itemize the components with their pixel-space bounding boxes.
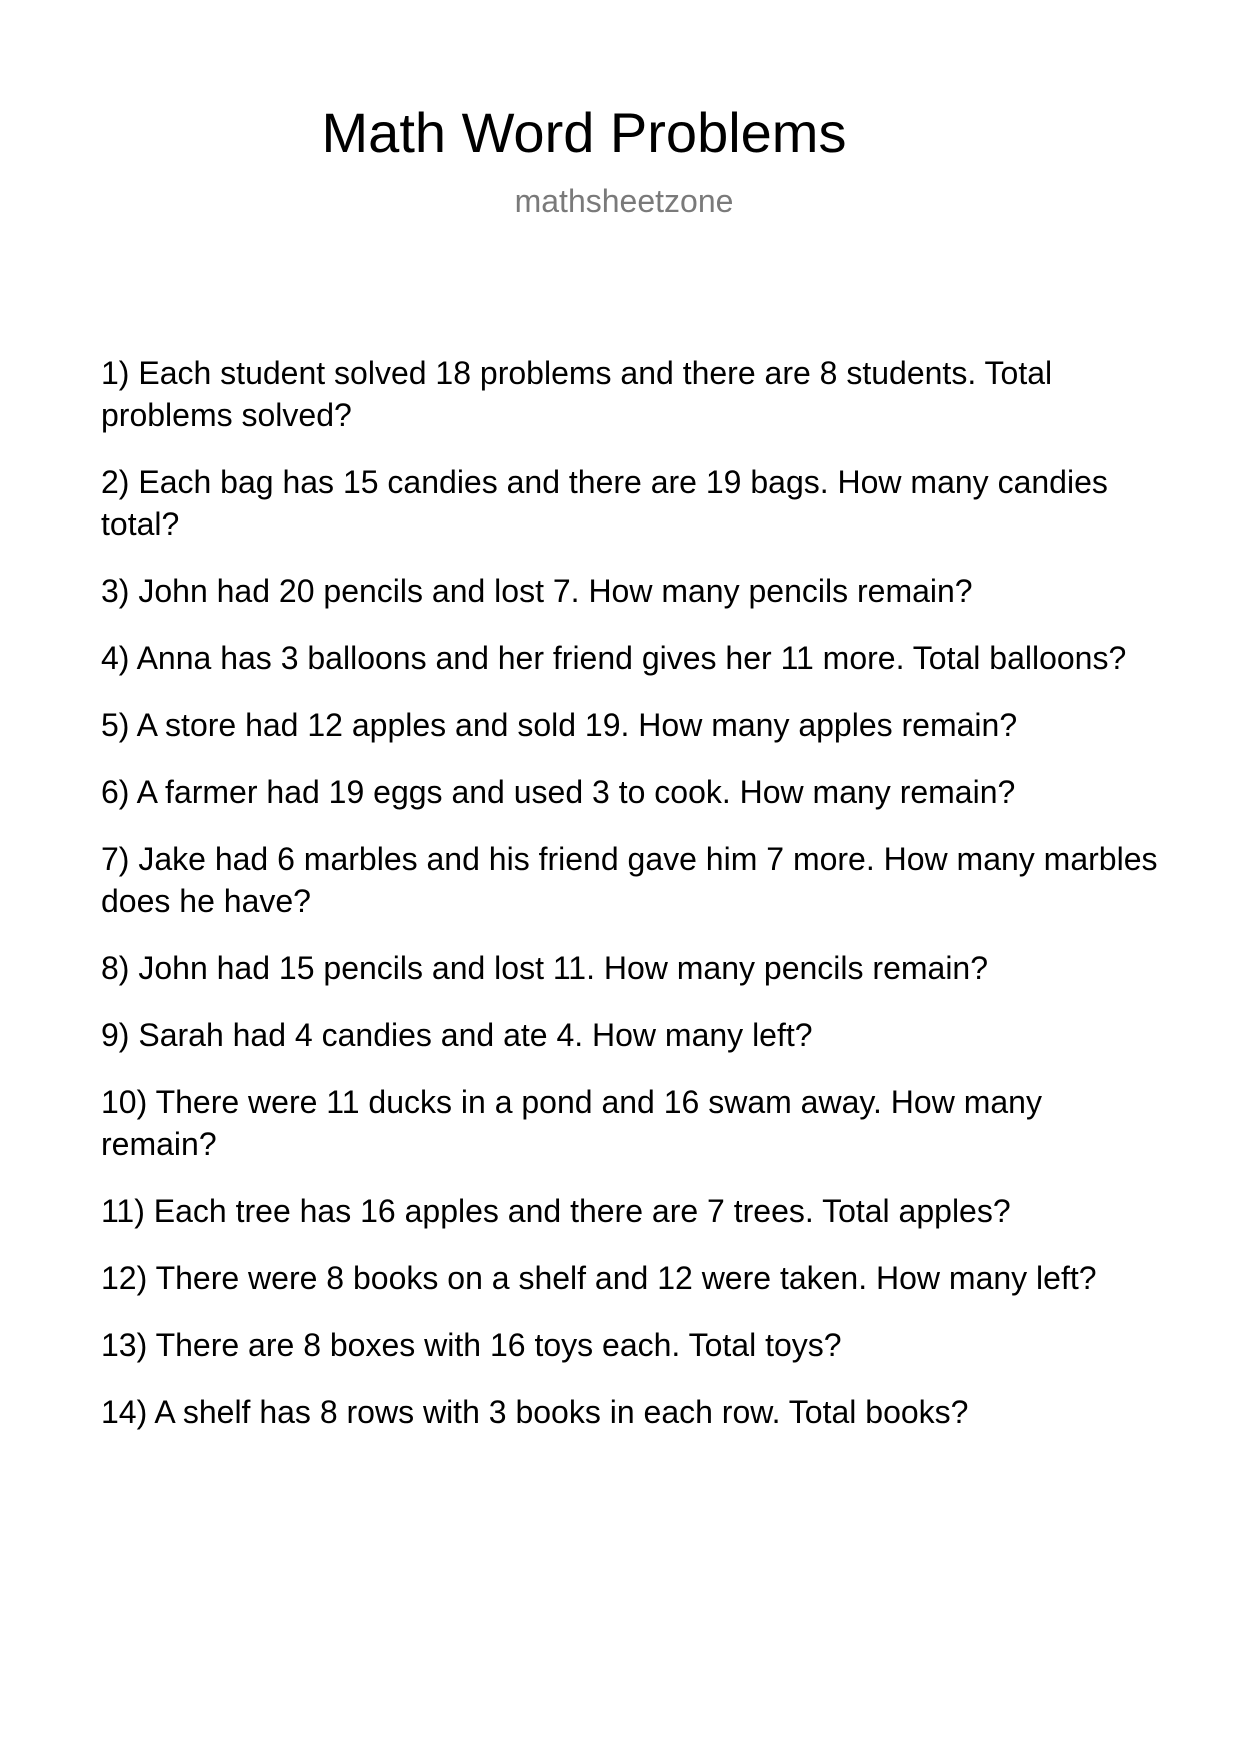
problem-item: 13) There are 8 boxes with 16 toys each. Total toys? <box>101 1327 842 1363</box>
problem-item: 3) John had 20 pencils and lost 7. How many pencils remain? <box>101 573 973 609</box>
problem-item: 10) There were 11 ducks in a pond and 16 swam away. How many remain? <box>101 1084 1042 1162</box>
problem-item: 6) A farmer had 19 eggs and used 3 to cook. How many remain? <box>101 774 1016 810</box>
problem-item: 1) Each student solved 18 problems and there are 8 students. Total problems solved? <box>101 355 1053 433</box>
problem-item: 12) There were 8 books on a shelf and 12 were taken. How many left? <box>101 1260 1097 1296</box>
problem-item: 5) A store had 12 apples and sold 19. How many apples remain? <box>101 707 1018 743</box>
problem-item: 4) Anna has 3 balloons and her friend gives her 11 more. Total balloons? <box>101 640 1127 676</box>
problem-item: 7) Jake had 6 marbles and his friend gave him 7 more. How many marbles does he have? <box>101 841 1158 919</box>
problem-item: 8) John had 15 pencils and lost 11. How many pencils remain? <box>101 950 989 986</box>
problem-item: 9) Sarah had 4 candies and ate 4. How many left? <box>101 1017 813 1053</box>
problem-item: 2) Each bag has 15 candies and there are 19 bags. How many candies total? <box>101 464 1108 542</box>
source-subtitle: mathsheetzone <box>514 183 734 219</box>
problem-list <box>101 352 1161 1458</box>
problem-item: 14) A shelf has 8 rows with 3 books in each row. Total books? <box>101 1394 969 1430</box>
problem-item: 11) Each tree has 16 apples and there are 7 trees. Total apples? <box>101 1193 1011 1229</box>
page-title: Math Word Problems <box>321 101 847 164</box>
